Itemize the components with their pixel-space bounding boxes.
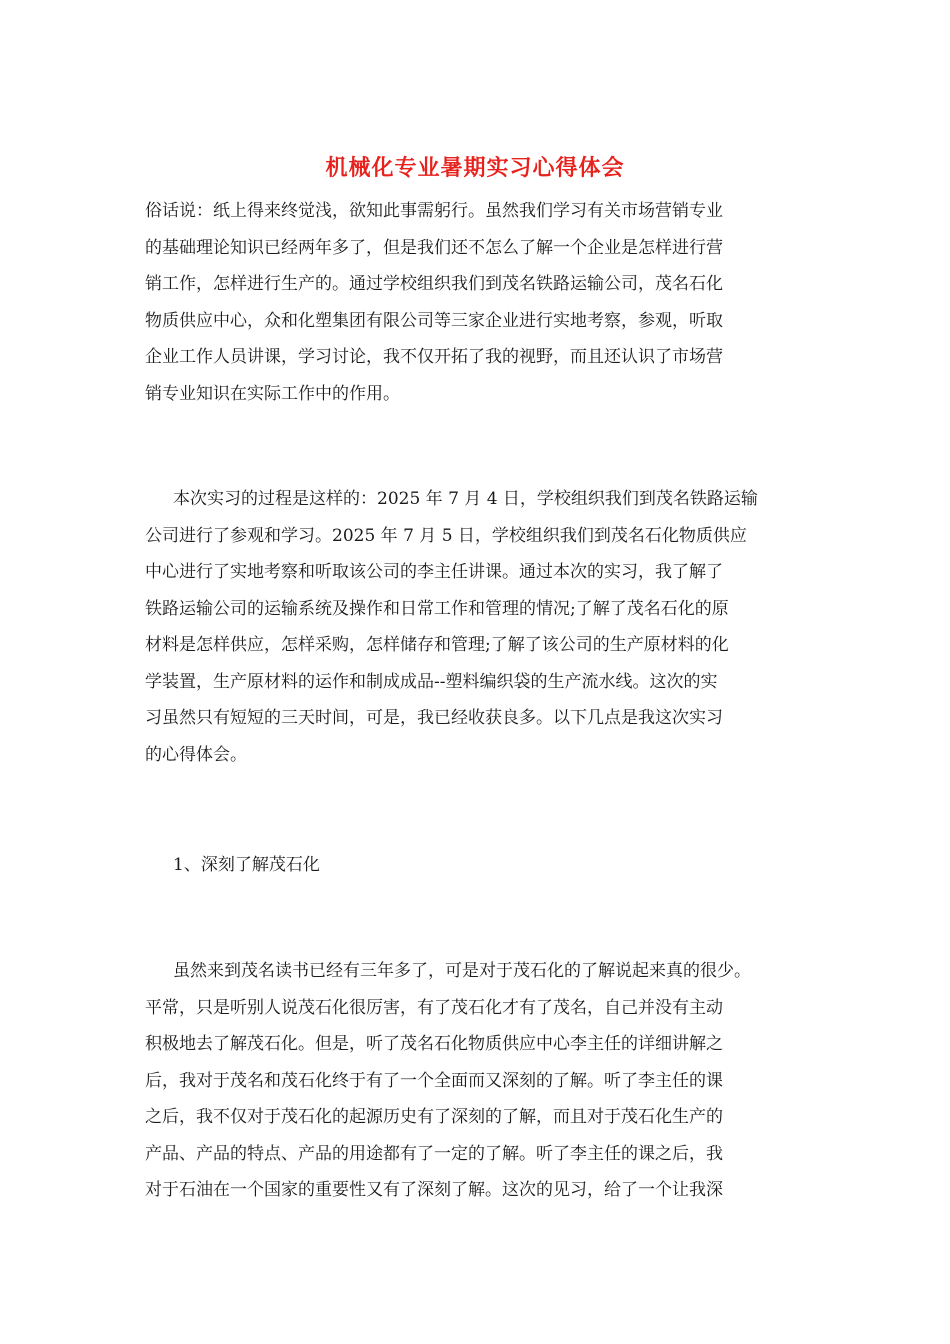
paragraph-line: 对于石油在一个国家的重要性又有了深刻了解。这次的见习，给了一个让我深 bbox=[145, 1180, 723, 1200]
paragraph-line: 的基础理论知识已经两年多了，但是我们还不怎么了解一个企业是怎样进行营 bbox=[145, 237, 723, 258]
paragraph-line: 物质供应中心，众和化塑集团有限公司等三家企业进行实地考察，参观，听取 bbox=[145, 310, 723, 331]
paragraph-line: 产品、产品的特点、产品的用途都有了一定的了解。听了李主任的课之后，我 bbox=[145, 1143, 723, 1164]
paragraph-line: 学装置，生产原材料的运作和制成成品--塑料编织袋的生产流水线。这次的实 bbox=[145, 671, 718, 692]
document-title: 机械化专业暑期实习心得体会 bbox=[325, 155, 625, 181]
paragraph-line: 销专业知识在实际工作中的作用。 bbox=[145, 383, 400, 404]
paragraph-line: 本次实习的过程是这样的：2025 年 7 月 4 日，学校组织我们到茂名铁路运输 bbox=[173, 489, 758, 509]
paragraph-line: 中心进行了实地考察和听取该公司的李主任讲课。通过本次的实习，我了解了 bbox=[145, 562, 723, 582]
paragraph-line: 后，我对于茂名和茂石化终于有了一个全面而又深刻的了解。听了李主任的课 bbox=[145, 1070, 723, 1091]
paragraph-line: 俗话说：纸上得来终觉浅，欲知此事需躬行。虽然我们学习有关市场营销专业 bbox=[145, 201, 723, 221]
paragraph-process bbox=[145, 481, 805, 773]
paragraph-line: 虽然来到茂名读书已经有三年多了，可是对于茂石化的了解说起来真的很少。 bbox=[173, 961, 751, 981]
paragraph-line: 销工作，怎样进行生产的。通过学校组织我们到茂名铁路运输公司，茂名石化 bbox=[145, 274, 723, 294]
paragraph-line: 之后，我不仅对于茂石化的起源历史有了深刻的了解，而且对于茂石化生产的 bbox=[145, 1107, 723, 1127]
paragraph-line: 公司进行了参观和学习。2025 年 7 月 5 日，学校组织我们到茂名石化物质供应 bbox=[145, 525, 747, 546]
section-heading-text: 1、深刻了解茂石化 bbox=[173, 855, 320, 875]
paragraph-line: 铁路运输公司的运输系统及操作和日常工作和管理的情况;了解了茂名石化的原 bbox=[145, 598, 729, 619]
paragraph-line: 材料是怎样供应，怎样采购，怎样储存和管理;了解了该公司的生产原材料的化 bbox=[145, 635, 729, 655]
paragraph-line: 平常，只是听别人说茂石化很厉害，有了茂石化才有了茂名，自己并没有主动 bbox=[145, 997, 723, 1018]
paragraph-line: 的心得体会。 bbox=[145, 744, 247, 765]
paragraph-intro bbox=[145, 193, 805, 412]
paragraph-line: 积极地去了解茂石化。但是，听了茂名石化物质供应中心李主任的详细讲解之 bbox=[145, 1034, 723, 1054]
paragraph-section-1 bbox=[145, 953, 805, 1209]
paragraph-line: 企业工作人员讲课，学习讨论，我不仅开拓了我的视野，而且还认识了市场营 bbox=[145, 347, 723, 367]
paragraph-line: 习虽然只有短短的三天时间，可是，我已经收获良多。以下几点是我这次实习 bbox=[145, 708, 723, 728]
section-heading bbox=[145, 847, 805, 884]
